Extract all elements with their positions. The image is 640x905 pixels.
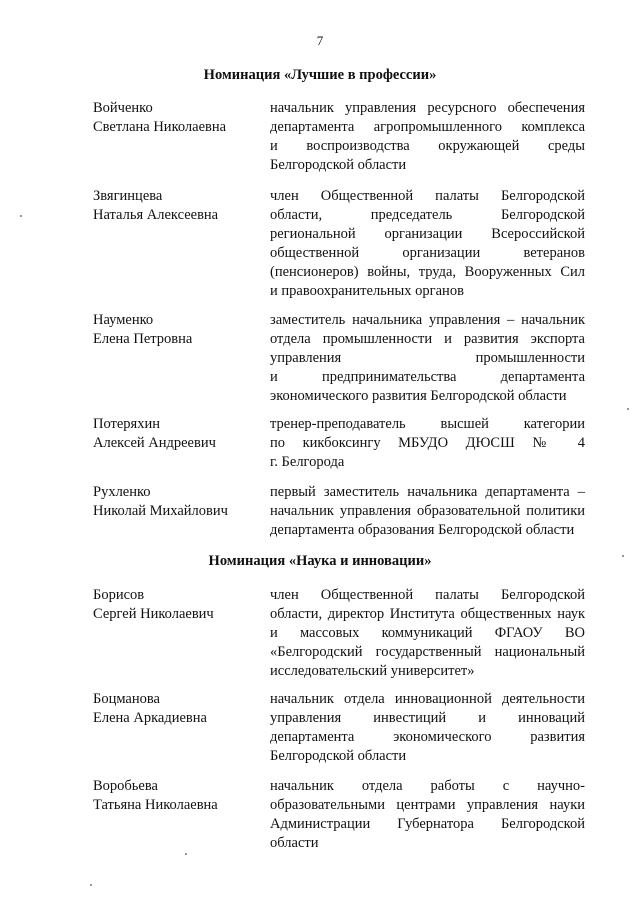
position-line: начальник отдела работы с научно- — [270, 778, 585, 794]
nominee-given-names: Сергей Николаевич — [93, 606, 214, 622]
nominee-name — [93, 483, 263, 521]
position-line: Администрации Губернатора Белгородской — [270, 816, 585, 832]
nominee-position — [270, 586, 585, 681]
position-line: и предпринимательства департамента — [270, 369, 585, 385]
nominee-given-names: Татьяна Николаевна — [93, 797, 218, 813]
position-line: управления промышленности — [270, 350, 585, 366]
nominee-name — [93, 586, 263, 624]
position-line: области, председатель Белгородской — [270, 207, 585, 223]
position-line: области, директор Института общественных наук — [270, 606, 585, 622]
position-line: член Общественной палаты Белгородской — [270, 188, 585, 204]
nominee-position — [270, 483, 585, 540]
nominee-position — [270, 311, 585, 406]
position-line: по кикбоксингу МБУДО ДЮСШ № 4 — [270, 435, 585, 451]
nominee-surname: Звягинцева — [93, 188, 163, 204]
section-title-science-and-innovation: Номинация «Наука и инновации» — [208, 553, 432, 569]
nominee-given-names: Николай Михайлович — [93, 503, 228, 519]
position-line: начальник управления ресурсного обеспечения — [270, 100, 585, 116]
nominee-name — [93, 690, 263, 728]
position-line: области — [270, 835, 319, 851]
position-line: начальник отдела инновационной деятельности — [270, 691, 585, 707]
scan-speck — [185, 853, 187, 855]
position-line: департамента агропромышленного комплекса — [270, 119, 585, 135]
nominee-name — [93, 777, 263, 815]
position-line: г. Белгорода — [270, 454, 345, 470]
nominee-surname: Рухленко — [93, 484, 151, 500]
nominee-position — [270, 99, 585, 175]
position-line: исследовательский университет» — [270, 663, 475, 679]
position-line: «Белгородский государственный национальный — [270, 644, 585, 660]
position-line: (пенсионеров) войны, труда, Вооруженных Сил — [270, 264, 585, 280]
position-line: управления инвестиций и инноваций — [270, 710, 585, 726]
position-line: отдела промышленности и развития экспорта — [270, 331, 585, 347]
nominee-name — [93, 311, 263, 349]
position-line: член Общественной палаты Белгородской — [270, 587, 585, 603]
page-number: 7 — [316, 33, 324, 48]
nominee-name — [93, 99, 263, 137]
scan-speck — [627, 408, 629, 410]
position-line: экономического развития Белгородской области — [270, 388, 567, 404]
position-line: первый заместитель начальника департамента – — [270, 484, 585, 500]
scan-speck — [622, 555, 624, 557]
position-line: начальник управления образовательной политики — [270, 503, 585, 519]
scan-speck — [90, 884, 92, 886]
nominee-surname: Боцманова — [93, 691, 160, 707]
position-line: региональной организации Всероссийской — [270, 226, 585, 242]
nominee-given-names: Елена Петровна — [93, 331, 193, 347]
position-line: департамента экономического развития — [270, 729, 585, 745]
nominee-name — [93, 415, 263, 453]
position-line: общественной организации ветеранов — [270, 245, 585, 261]
nominee-surname: Потеряхин — [93, 416, 160, 432]
nominee-position — [270, 415, 585, 472]
position-line: и массовых коммуникаций ФГАОУ ВО — [270, 625, 585, 641]
nominee-given-names: Алексей Андреевич — [93, 435, 216, 451]
nominee-name — [93, 187, 263, 225]
position-line: и правоохранительных органов — [270, 283, 464, 299]
nominee-surname: Науменко — [93, 312, 154, 328]
nominee-surname: Воробьева — [93, 778, 158, 794]
position-line: Белгородской области — [270, 748, 407, 764]
nominee-given-names: Светлана Николаевна — [93, 119, 227, 135]
section-title-best-in-profession: Номинация «Лучшие в профессии» — [203, 67, 437, 83]
nominee-position — [270, 777, 585, 853]
position-line: тренер-преподаватель высшей категории — [270, 416, 585, 432]
nominee-position — [270, 690, 585, 766]
position-line: Белгородской области — [270, 157, 407, 173]
position-line: департамента образования Белгородской области — [270, 522, 575, 538]
scan-speck — [20, 215, 22, 217]
nominee-given-names: Наталья Алексеевна — [93, 207, 219, 223]
nominee-surname: Войченко — [93, 100, 153, 116]
position-line: заместитель начальника управления – начальник — [270, 312, 585, 328]
position-line: образовательными центрами управления науки — [270, 797, 585, 813]
nominee-surname: Борисов — [93, 587, 145, 603]
position-line: и воспроизводства окружающей среды — [270, 138, 585, 154]
nominee-given-names: Елена Аркадиевна — [93, 710, 207, 726]
nominee-position — [270, 187, 585, 301]
